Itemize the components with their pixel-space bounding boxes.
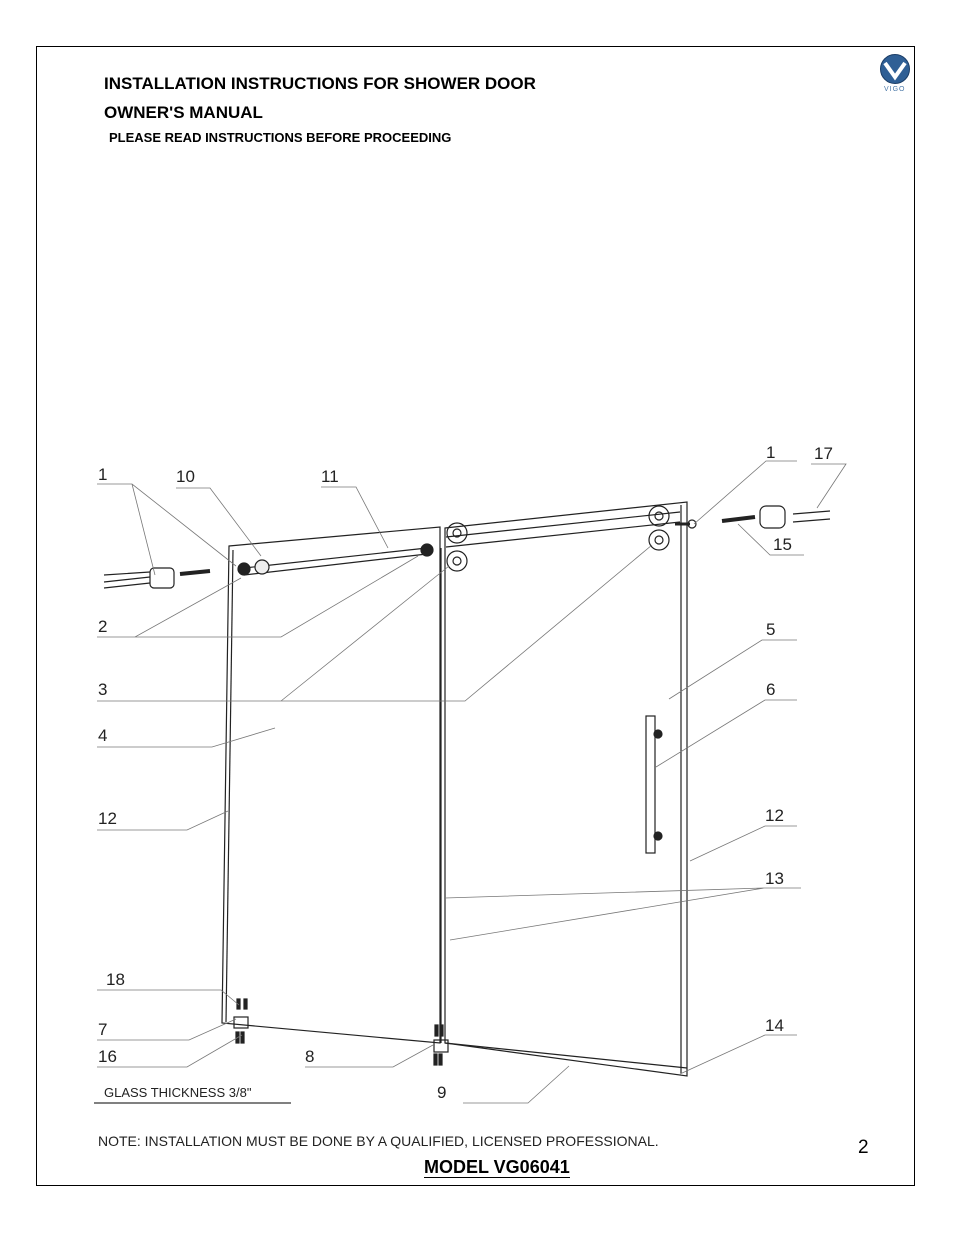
callout-1-left: 1 [98, 465, 108, 484]
callout-13: 13 [765, 869, 784, 888]
callout-18: 18 [106, 970, 125, 989]
fixed-glass-panel [222, 527, 440, 1043]
callout-12-right: 12 [765, 806, 784, 825]
callout-5: 5 [766, 620, 776, 639]
sliding-glass-door [445, 502, 687, 1076]
page-number: 2 [858, 1137, 869, 1158]
installation-note: NOTE: INSTALLATION MUST BE DONE BY A QUALIFIED, LICENSED PROFESSIONAL. [98, 1133, 659, 1149]
callout-4: 4 [98, 726, 108, 745]
glass-thickness-label: GLASS THICKNESS 3/8" [104, 1085, 252, 1100]
callout-16: 16 [98, 1047, 117, 1066]
callout-2: 2 [98, 617, 108, 636]
door-handle [646, 716, 655, 853]
callout-1-right: 1 [766, 443, 776, 462]
document-subtitle: OWNER'S MANUAL [104, 103, 263, 122]
leader-lines [94, 461, 846, 1103]
callout-15: 15 [773, 535, 792, 554]
top-rail [446, 512, 680, 547]
callout-12-left: 12 [98, 809, 117, 828]
callout-10: 10 [176, 467, 195, 486]
callout-14: 14 [765, 1016, 784, 1035]
model-number: MODEL VG06041 [424, 1157, 570, 1177]
callout-9: 9 [437, 1083, 447, 1102]
logo-text: VIGO [884, 86, 906, 93]
instruction-text: PLEASE READ INSTRUCTIONS BEFORE PROCEEDING [109, 130, 452, 145]
callout-7: 7 [98, 1020, 108, 1039]
callout-11: 11 [321, 467, 339, 486]
callout-6: 6 [766, 680, 776, 699]
callout-8: 8 [305, 1047, 315, 1066]
stabilizer-bar [244, 548, 427, 575]
callout-17: 17 [814, 444, 833, 463]
callout-3: 3 [98, 680, 108, 699]
document-title: INSTALLATION INSTRUCTIONS FOR SHOWER DOOR [104, 74, 536, 93]
